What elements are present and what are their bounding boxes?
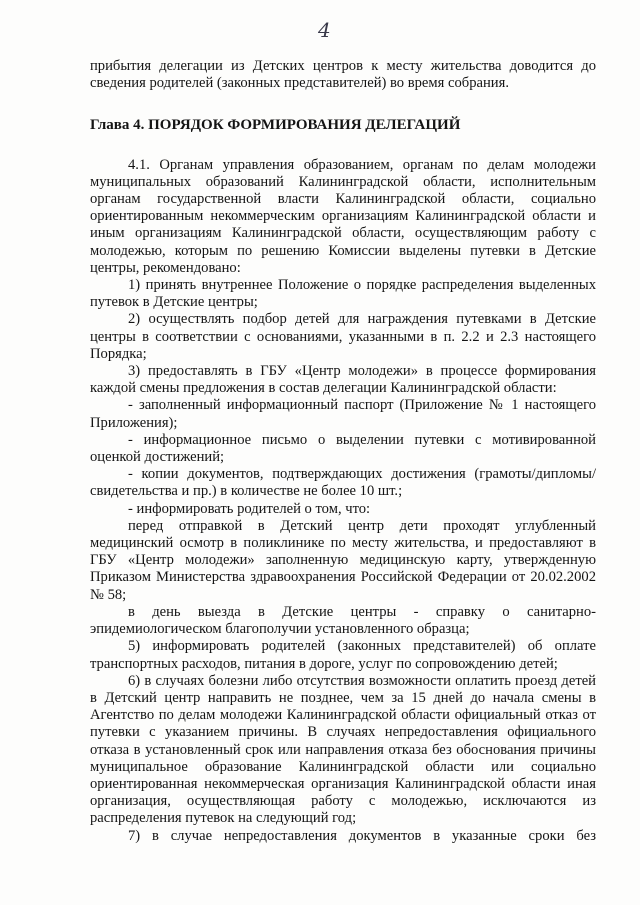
chapter-title: Глава 4. ПОРЯДОК ФОРМИРОВАНИЯ ДЕЛЕГАЦИЙ [90, 117, 461, 134]
sub-item-inform-parents: - информировать родителей о том, что: [128, 500, 371, 517]
sub-item-medical: перед отправкой в Детский центр дети проходят углубленный медицинский осмотр в поликлинике по месту жительства, и предоставляют в ГБУ «Центр молодежи» заполненную медицинскую карту, утвержденную Приказом Министерства здравоохранения Российской Федерации от 20.02.2002 № 58; [90, 517, 596, 603]
sub-item-passport: - заполненный информационный паспорт (Приложение № 1 настоящего Приложения); [90, 397, 596, 431]
list-item-6: 6) в случаях болезни либо отсутствия возможности оплатить проезд детей в Детский центр направить не позднее, чем за 15 дней до начала смены в Агентство по делам молодежи Калининградской области официальный отказ от путевки с указанием причины. В случаях непредоставления официального отказа в установленный срок или направления отказа без обоснования причины муниципальное образование Калининградской области или социально ориентированная некоммерческая организация Калининградской области иная организация, осуществляющая работу с молодежью, исключаются из распределения путевок на следующий год; [90, 672, 596, 827]
list-item-3: 3) предоставлять в ГБУ «Центр молодежи» в процессе формирования каждой смены предложения в состав делегации Калининградской области: [90, 363, 596, 397]
document-body [90, 58, 596, 845]
sub-item-certificate: в день выезда в Детские центры - справку о санитарно-эпидемиологическом благополучии установленного образца; [90, 603, 596, 638]
list-item-5: 5) информировать родителей (законных представителей) об оплате транспортных расходов, питания в дороге, услуг по сопровождению детей; [90, 638, 596, 672]
intro-paragraph: прибытия делегации из Детских центров к месту жительства доводится до сведения родителей (законных представителей) во время собрания. [90, 58, 596, 92]
list-item-2: 2) осуществлять подбор детей для награждения путевками в Детские центры в соответствии с основаниями, указанными в п. 2.2 и 2.3 настоящего Порядка; [90, 311, 596, 362]
list-item-1: 1) принять внутреннее Положение о порядке распределения выделенных путевок в Детские центры; [90, 277, 596, 311]
sub-item-copies: - копии документов, подтверждающих достижения (грамоты/дипломы/свидетельства и пр.) в количестве не более 10 шт.; [90, 466, 596, 500]
list-item-7: 7) в случае непредоставления документов в указанные сроки без [128, 827, 596, 844]
sub-item-letter: - информационное письмо о выделении путевки с мотивированной оценкой достижений; [90, 431, 596, 466]
page-number: 4 [318, 18, 331, 42]
paragraph-4-1: 4.1. Органам управления образованием, органам по делам молодежи муниципальных образований Калининградской области, исполнительным органам государственной власти Калининградской области, социально ориентированным некоммерческим организациям Калининградской области и иным организациям Калининградской области, осуществляющим работу с молодежью, которым по решению Комиссии выделены путевки в Детские центры, рекомендовано: [90, 156, 596, 276]
